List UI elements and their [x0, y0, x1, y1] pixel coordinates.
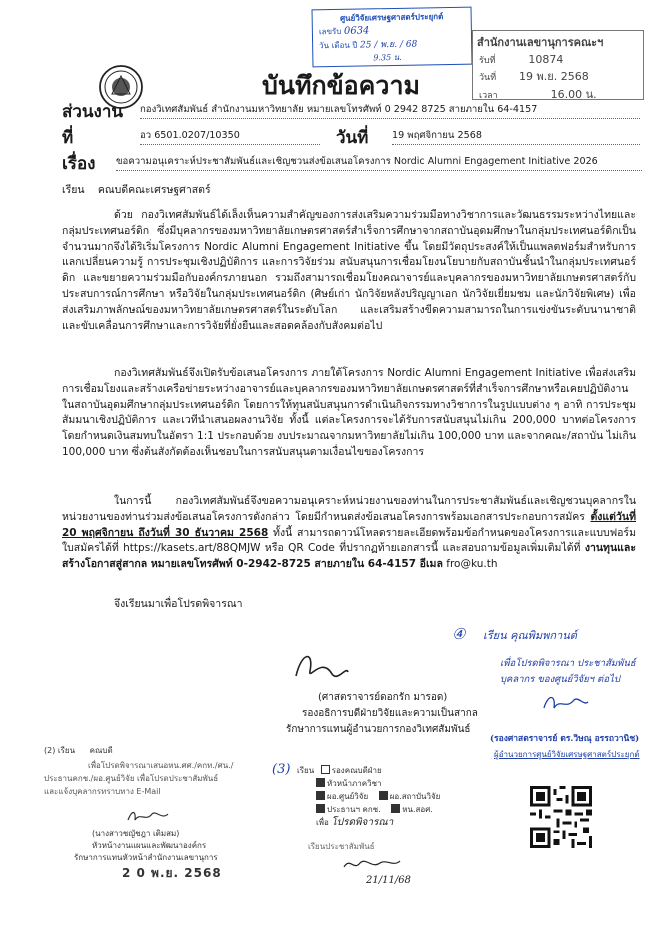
- note3-purpose-prefix: เพื่อ: [316, 818, 329, 827]
- signer-position-1: รองอธิการบดีฝ่ายวิจัยและความเป็นสากล: [302, 708, 478, 719]
- ref-value: อว 6501.0207/10350: [140, 128, 320, 145]
- note2-label: (2) เรียน: [44, 746, 76, 755]
- note4-signature: [540, 692, 590, 714]
- note2-name: (นางสาวชญัชฎา เติมสม): [92, 829, 180, 838]
- body-paragraph-2: กองวิเทศสัมพันธ์จึงเปิดรับข้อเสนอโครงการ ภายใต้โครงการ Nordic Alumni Engagement Initiative เพื่อส่งเสริมการเชื่อมโยงและสร้างเครือข่ายระหว่างอาจารย์และบุคลากรของมหาวิทยาลัยเกษตรศาสตร์ที่สำเร็จการศึกษาหรือเคยปฏิบัติงานในสถาบันอุดมศึกษากลุ่มประเทศนอร์ดิก โดยการให้ทุนสนับสนุนการดำเนินกิจกรรมทางวิชาการในรูปแบบต่าง ๆ อาทิ การประชุมสัมมนาเชิงปฏิบัติการ และเวทีนำเสนอผลงานวิจัย ทั้งนี้ แต่ละโครงการจะได้รับการสนับสนุนไม่เกิน 200,000 บาทต่อโครงการ โดยกำหนดเงินสมทบในอัตรา 1:1 ประกอบด้วย งบประมาณจากมหาวิทยาลัยไม่เกิน 100,000 บาท และจากคณะ/สถาบัน ไม่เกิน 100,000 บาท ซึ่งต้นสังกัดต้องเห็นชอบในการสนับสนุนตามเงื่อนไขของโครงการ: [62, 367, 636, 458]
- annotation-4: [452, 626, 652, 763]
- body-paragraph-1: ด้วย กองวิเทศสัมพันธ์ได้เล็งเห็นความสำคัญของการส่งเสริมความร่วมมือทางวิชาการและวัฒนธรรมระหว่างไทยและกลุ่มประเทศนอร์ดิก ซึ่งมีบุคลากรของมหาวิทยาลัยเกษตรศาสตร์สำเร็จการศึกษาจากสถาบันอุดมศึกษาในกลุ่มประเทศนอร์ดิกเป็นจำนวนมากจึงได้ริเริ่มโครงการ Nordic Alumni Engagement Initiative ขึ้น โดยมีวัตถุประสงค์ให้เป็นแพลตฟอร์มสำหรับการแลกเปลี่ยนความรู้ การประชุมเชิงปฏิบัติการ และการวิจัยร่วม สนับสนุนการเชื่อมโยงนโยบายกับสถาบันชั้นนำในกลุ่มประเทศนอร์ดิก และขยายความร่วมมือกับองค์กรภายนอก รวมถึงสามารถเชื่อมโยงคณาจารย์และบุคลากรของมหาวิทยาลัยเกษตรศาสตร์กับประสบการณ์การศึกษา หรือวิจัยในกลุ่มประเทศนอร์ดิก (ศิษย์เก่า นักวิจัยหลังปริญญาเอก นักวิจัยเยี่ยมชม และนักวิจัยพิเศษ) เพื่อส่งเสริมภาพลักษณ์ของมหาวิทยาลัยเกษตรศาสตร์ในระดับโลก และเสริมสร้างขีดความสามารถในการแข่งขันระดับนานาชาติ และขับเคลื่อนการศึกษาและการวิจัยที่ยั่งยืนและสอดคล้องกับสังคมต่อไป: [62, 209, 636, 332]
- memo-title: บันทึกข้อความ: [262, 71, 420, 100]
- office-stamp-date-value: 19 พ.ย. 2568: [519, 70, 589, 83]
- annotation-3: [272, 762, 492, 886]
- office-stamp-time-value: 16.00 น.: [550, 88, 597, 101]
- to-value: คณบดีคณะเศรษฐศาสตร์: [97, 184, 211, 196]
- note3-option-3: ผอ.สถาบันวิจัย: [389, 792, 441, 801]
- note4-line-2: บุคลากร ของศูนย์วิจัยฯ ต่อไป: [500, 674, 620, 685]
- signature-scribble: [292, 646, 352, 690]
- stamp-no-value: 0634: [343, 25, 370, 37]
- office-stamp-no-label: รับที่: [479, 56, 496, 66]
- stamp-date-value: 25 / พ.ย. / 68: [359, 39, 418, 51]
- note2-line-2: ประธานคกช./ผอ.ศูนย์วิจัย เพื่อโปรดประชาสัมพันธ์: [44, 774, 219, 783]
- salutation: [62, 182, 211, 198]
- note2-line-3: และแจ้งบุคลากรทราบทาง E-Mail: [44, 787, 161, 796]
- p3-download: ทั้งนี้ สามารถดาวน์โหลดรายละเอียดพร้อมข้อกำหนดของโครงการและแบบฟอร์มใบสมัครได้ที่ https://kasets.art/88QMJW หรือ QR Code ที่ปรากฏท้ายเอกสารนี้ และสอบถามข้อมูลเพิ่มเติมได้ที่: [62, 526, 636, 555]
- office-received-stamp: [472, 30, 644, 100]
- note4-position: ผู้อำนวยการศูนย์วิจัยเศรษฐศาสตร์ประยุกต์: [494, 750, 640, 759]
- note3-signature: [342, 857, 402, 873]
- p3-intro: ในการนี้ กองวิเทศสัมพันธ์จึงขอความอนุเคราะห์หน่วยงานของท่านในการประชาสัมพันธ์และเชิญชวนบุคลากรในหน่วยงานของท่านร่วมส่งข้อเสนอโครงการดังกล่าว โดยมีกำหนดส่งข้อเสนอโครงการพร้อมเอกสารประกอบการสมัคร: [62, 495, 636, 523]
- subject-value: ขอความอนุเคราะห์ประชาสัมพันธ์และเชิญชวนส่งข้อเสนอโครงการ Nordic Alumni Engagement Initiative 2026: [116, 154, 642, 171]
- body-paragraph-3: [62, 494, 636, 573]
- annotation-2: [44, 744, 264, 883]
- closing-line: จึงเรียนมาเพื่อโปรดพิจารณา: [114, 598, 243, 610]
- date-label: วันที่: [336, 128, 369, 148]
- note2-signature: [126, 808, 170, 826]
- signer-name: (ศาสตราจารย์ดอกรัก มารอด): [318, 692, 448, 703]
- subject-label: เรื่อง: [62, 154, 96, 174]
- agency-value: กองวิเทศสัมพันธ์ สำนักงานมหาวิทยาลัย หมายเลขโทรศัพท์ 0 2942 8725 สายภายใน 64-4157: [140, 102, 640, 119]
- note2-date: 2 0 พ.ย. 2568: [122, 866, 222, 880]
- note3-option-4: ประธานฯ คกช.: [327, 805, 381, 814]
- note3-footer: เรียนประชาสัมพันธ์: [308, 842, 375, 851]
- office-stamp-date-label: วันที่: [479, 73, 497, 83]
- note2-to: คณบดี: [89, 746, 113, 755]
- qr-code[interactable]: [530, 786, 592, 848]
- note3-option-0: รองคณบดีฝ่าย: [331, 766, 382, 775]
- stamp-time-value: 9.35 น.: [373, 52, 402, 63]
- p3-email[interactable]: fro@ku.th: [446, 558, 498, 571]
- signer-position-2: รักษาการแทนผู้อำนวยการกองวิเทศสัมพันธ์: [286, 724, 471, 735]
- note3-label: (3): [272, 762, 291, 777]
- note4-label: ④: [452, 625, 466, 643]
- agency-label: ส่วนงาน: [62, 102, 124, 122]
- p3-contact: งานทุนและสร้างโอกาสสู่สากล หมายเลขโทรศัพท์ 0-2942-8725 สายภายใน 64-4157 อีเมล: [62, 542, 636, 571]
- date-value: 19 พฤศจิกายน 2568: [392, 128, 640, 145]
- to-label: เรียน: [62, 184, 85, 196]
- note3-date: 21/11/68: [366, 875, 411, 886]
- stamp-date-label: วัน เดือน ปี: [319, 40, 358, 51]
- note3-option-1: หัวหน้าภาควิชา: [327, 779, 382, 788]
- research-center-received-stamp: [312, 7, 473, 68]
- note4-to: เรียน คุณพิมพกานต์: [482, 629, 577, 642]
- ref-label: ที่: [62, 128, 74, 148]
- note2-line-1: เพื่อโปรดพิจารณาเสนอหน.ศศ./คกท./ศน./: [88, 761, 234, 770]
- note4-name: (รองศาสตราจารย์ ดร.วิษณุ อรรถวานิช): [490, 734, 640, 744]
- office-stamp-time-label: เวลา: [479, 91, 498, 101]
- note4-line-1: เพื่อโปรดพิจารณา ประชาสัมพันธ์: [500, 658, 636, 669]
- note2-position-2: รักษาการแทนหัวหน้าสำนักงานเลขานุการ: [74, 853, 218, 862]
- stamp-no-label: เลขรับ: [318, 26, 342, 37]
- note2-position-1: หัวหน้างานแผนและพัฒนาองค์กร: [92, 841, 207, 850]
- p3-deadline: ตั้งแต่วันที่ 20 พฤศจิกายน ถึงวันที่ 30 ธันวาคม 2568: [62, 510, 636, 539]
- office-stamp-title: สำนักงานเลขานุการคณะฯ: [477, 36, 604, 49]
- note3-option-5: หน.สอศ.: [402, 805, 433, 814]
- note3-option-2: ผอ.ศูนย์วิจัย: [327, 792, 369, 801]
- office-stamp-no-value: 10874: [528, 53, 564, 66]
- note3-to: เรียน: [296, 766, 315, 775]
- stamp-title: ศูนย์วิจัยเศรษฐศาสตร์ประยุกต์: [339, 12, 444, 23]
- note3-purpose: โปรดพิจารณา: [331, 817, 394, 828]
